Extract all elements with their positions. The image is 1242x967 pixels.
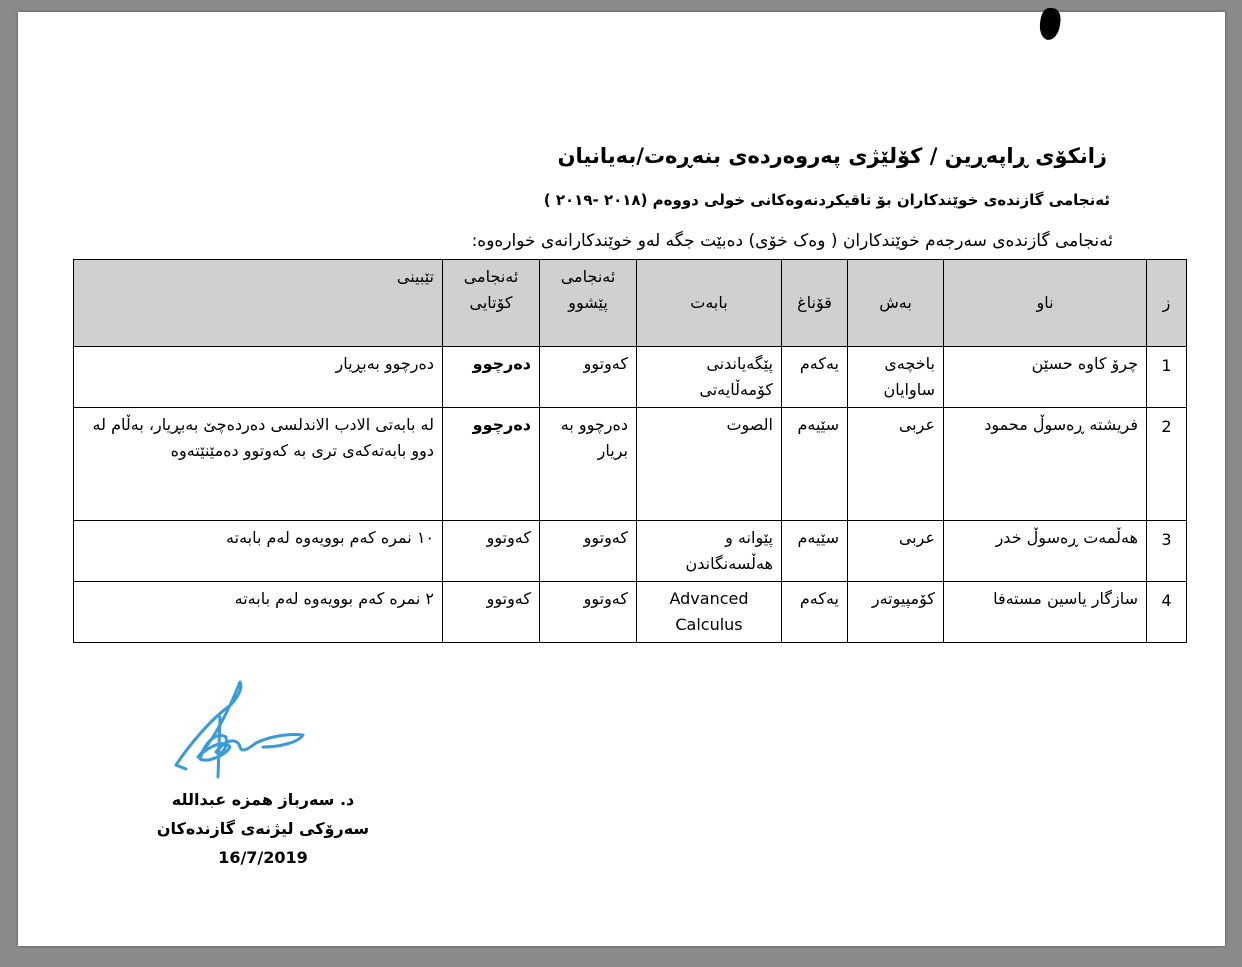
table-header-row xyxy=(74,260,1187,347)
signature-date: 16/7/2019 xyxy=(218,848,308,867)
results-table xyxy=(73,259,1187,643)
header-name: ناو xyxy=(944,260,1147,347)
cell-notes: ٢ نمرە كەم بوویەوە لەم بابەتە xyxy=(74,582,443,643)
cell-previous: كەوتوو xyxy=(540,582,637,643)
header-subject: بابەت xyxy=(637,260,782,347)
cell-final: دەرچوو xyxy=(443,408,540,521)
cell-name: فریشتە ڕەسوڵ محمود xyxy=(944,408,1147,521)
cell-stage: یەكەم xyxy=(782,347,848,408)
cell-notes: لە بابەتی الادب الاندلسی دەردەچێ بەبڕیار، بەڵام لە دوو بابەتەكەی تری بە كەوتوو دەمێنێتەوە xyxy=(74,408,443,521)
document-title: زانكۆی ڕاپەڕین / كۆلێژی پەروەردەی بنەڕەت/بەیانیان xyxy=(557,144,1107,168)
cell-stage: سێیەم xyxy=(782,408,848,521)
header-dept: بەش xyxy=(848,260,944,347)
cell-notes: ١٠ نمرە كەم بوویەوە لەم بابەتە xyxy=(74,521,443,582)
table-row xyxy=(74,408,1187,521)
cell-final: كەوتوو xyxy=(443,521,540,582)
cell-final: كەوتوو xyxy=(443,582,540,643)
document-intro: ئەنجامی گازندەی سەرجەم خوێندكاران ( وەک خۆی) دەبێت جگە لەو خوێندكارانەی خوارەوە: xyxy=(471,231,1113,251)
header-stage: قۆناغ xyxy=(782,260,848,347)
cell-subject: پێوانە و هەڵسەنگاندن xyxy=(637,521,782,582)
cell-subject xyxy=(637,582,782,643)
cell-previous: كەوتوو xyxy=(540,521,637,582)
header-num: ز xyxy=(1147,260,1187,347)
signer-name: د. سەرباز همزه عبدالله xyxy=(171,790,355,809)
signer-block xyxy=(153,785,373,872)
document-page xyxy=(18,12,1225,946)
cell-stage: سێیەم xyxy=(782,521,848,582)
cell-num: 3 xyxy=(1147,521,1187,582)
cell-num: 4 xyxy=(1147,582,1187,643)
cell-final: دەرچوو xyxy=(443,347,540,408)
header-notes: تێبینی xyxy=(74,260,443,347)
cell-subject: پێگەیاندنی كۆمەڵایەتی xyxy=(637,347,782,408)
table-row xyxy=(74,521,1187,582)
document-subtitle: ئەنجامی گازندەی خوێندكاران بۆ تاقیكردنەوەكانی خولی دووەم (٢٠١٨ -٢٠١٩ ) xyxy=(543,191,1110,209)
cell-name: سازگار یاسین مستەفا xyxy=(944,582,1147,643)
cell-subject: الصوت xyxy=(637,408,782,521)
cell-previous: دەرچوو به بریار xyxy=(540,408,637,521)
header-previous: ئەنجامی پێشوو xyxy=(540,260,637,347)
table-row xyxy=(74,347,1187,408)
cell-dept: عربی xyxy=(848,521,944,582)
cell-previous: كەوتوو xyxy=(540,347,637,408)
ink-blot xyxy=(1038,7,1062,41)
cell-notes: دەرچوو بەبڕیار xyxy=(74,347,443,408)
handwritten-signature xyxy=(168,677,338,787)
cell-dept: كۆمپیوتەر xyxy=(848,582,944,643)
header-final: ئەنجامی کۆتایی xyxy=(443,260,540,347)
cell-num: 2 xyxy=(1147,408,1187,521)
signer-role: سەرۆكی لیژنەی گازندەكان xyxy=(156,819,370,838)
cell-dept: عربی xyxy=(848,408,944,521)
cell-name: چرۆ كاوە حسێن xyxy=(944,347,1147,408)
table-row xyxy=(74,582,1187,643)
subject-latin-text: Advanced Calculus xyxy=(669,589,749,634)
cell-dept: باخچەی ساوایان xyxy=(848,347,944,408)
cell-name: هەڵمەت ڕەسوڵ خدر xyxy=(944,521,1147,582)
cell-stage: یەكەم xyxy=(782,582,848,643)
cell-num: 1 xyxy=(1147,347,1187,408)
